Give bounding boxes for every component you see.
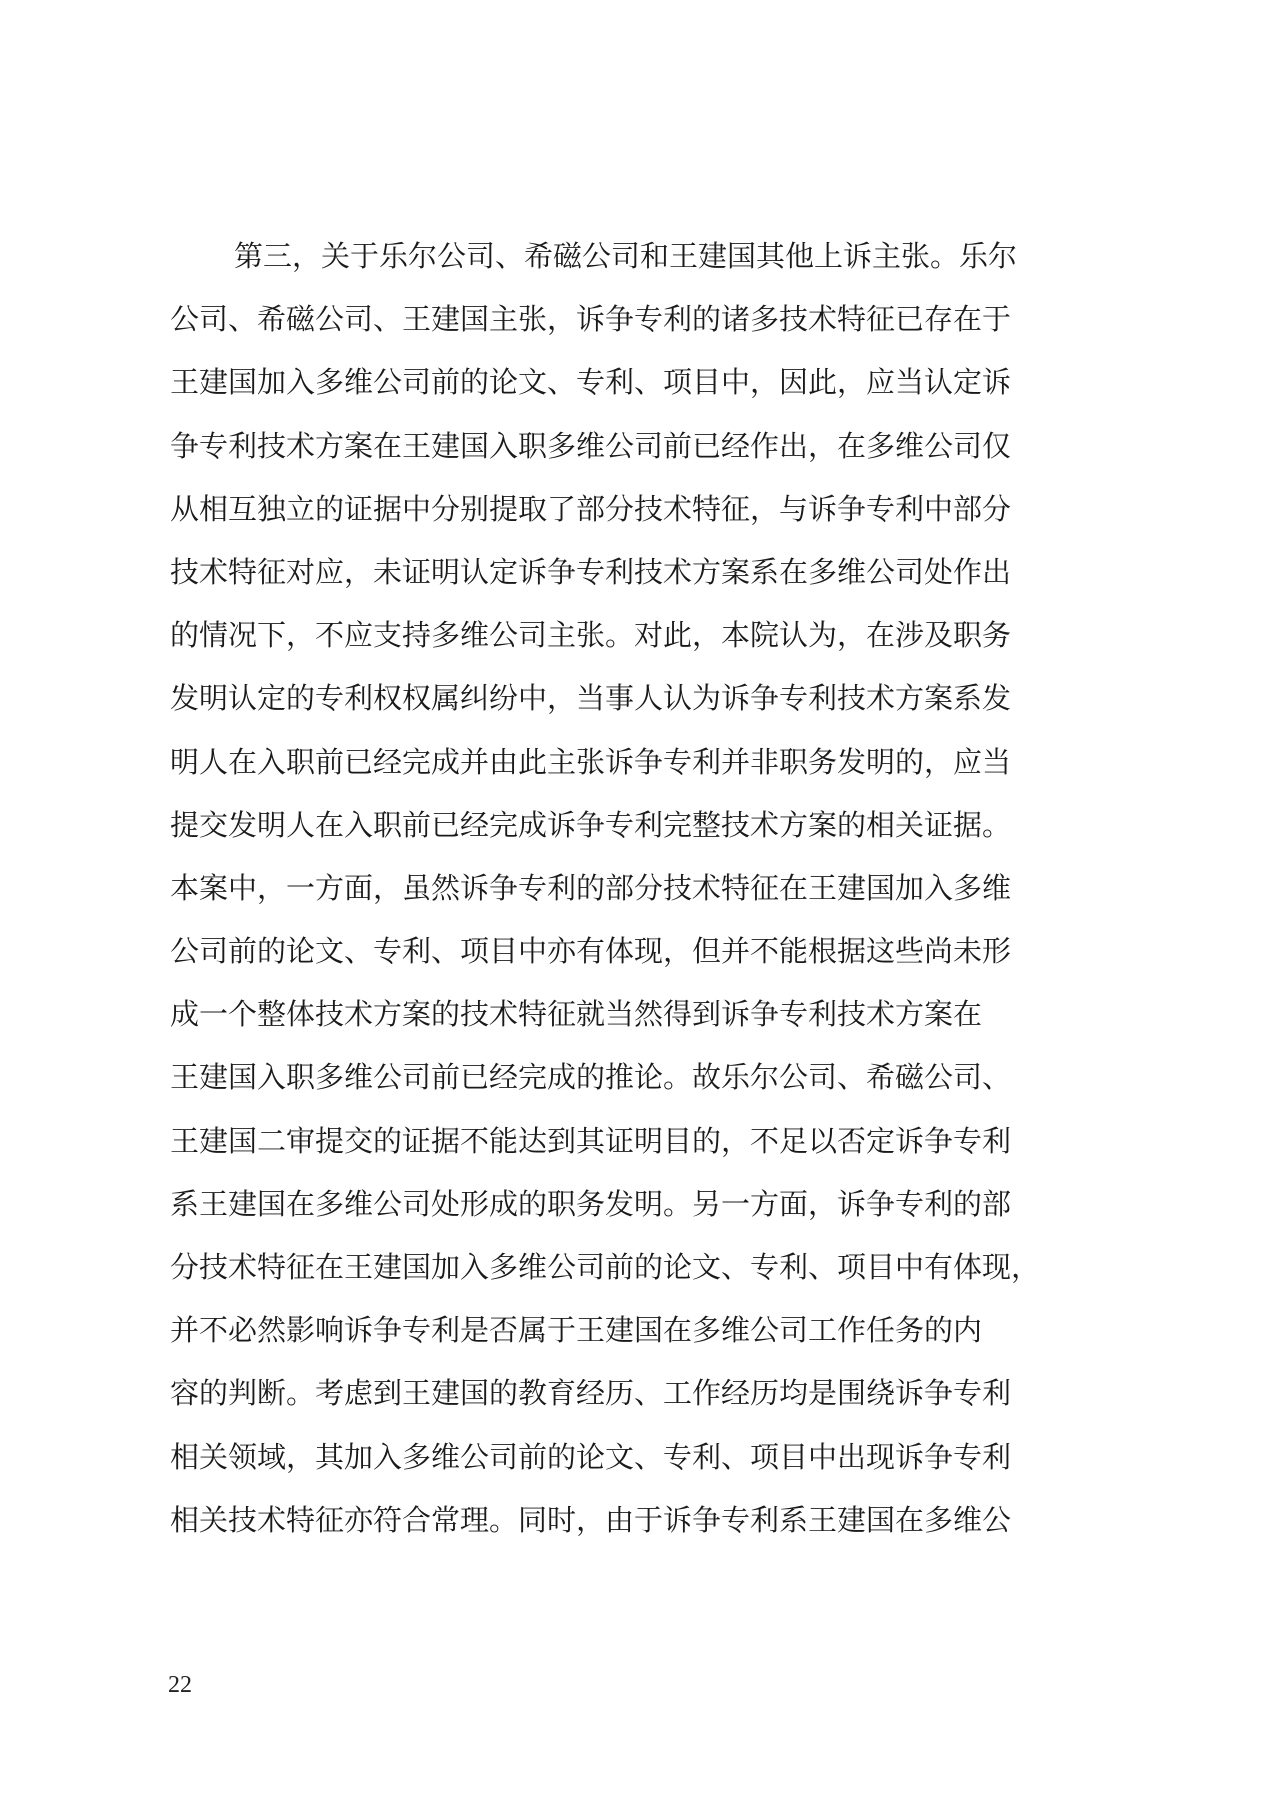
text-line-4: 争专利技术方案在王建国入职多维公司前已经作出，在多维公司仅 (170, 428, 1012, 463)
text-line-3: 王建国加入多维公司前的论文、专利、项目中，因此，应当认定诉 (170, 365, 1012, 400)
text-line-1: 第三，关于乐尔公司、希磁公司和王建国其他上诉主张。乐尔 (234, 239, 1018, 273)
text-line-5: 从相互独立的证据中分别提取了部分技术特征，与诉争专利中部分 (170, 491, 1012, 526)
text-line-17: 分技术特征在王建国加入多维公司前的论文、专利、项目中有体现， (170, 1250, 1041, 1284)
text-line-20: 相关领域，其加入多维公司前的论文、专利、项目中出现诉争专利 (170, 1439, 1012, 1474)
page-number: 22 (168, 1672, 192, 1698)
text-line-10: 提交发明人在入职前已经完成诉争专利完整技术方案的相关证据。 (170, 807, 1012, 842)
text-line-21: 相关技术特征亦符合常理。同时，由于诉争专利系王建国在多维公 (170, 1502, 1012, 1537)
text-line-2: 公司、希磁公司、王建国主张，诉争专利的诸多技术特征已存在于 (170, 302, 1012, 337)
text-line-8: 发明认定的专利权权属纠纷中，当事人认为诉争专利技术方案系发 (170, 681, 1012, 716)
text-line-6: 技术特征对应，未证明认定诉争专利技术方案系在多维公司处作出 (170, 554, 1012, 589)
text-line-11: 本案中，一方面，虽然诉争专利的部分技术特征在王建国加入多维 (170, 870, 1012, 905)
text-line-9: 明人在入职前已经完成并由此主张诉争专利并非职务发明的，应当 (170, 744, 1012, 779)
text-line-15: 王建国二审提交的证据不能达到其证明目的，不足以否定诉争专利 (170, 1123, 1012, 1158)
text-line-13: 成一个整体技术方案的技术特征就当然得到诉争专利技术方案在 (170, 997, 983, 1032)
text-line-7: 的情况下，不应支持多维公司主张。对此，本院认为，在涉及职务 (170, 618, 1012, 653)
text-line-12: 公司前的论文、专利、项目中亦有体现，但并不能根据这些尚未形 (170, 934, 1012, 969)
text-line-14: 王建国入职多维公司前已经完成的推论。故乐尔公司、希磁公司、 (170, 1060, 1012, 1095)
text-line-19: 容的判断。考虑到王建国的教育经历、工作经历均是围绕诉争专利 (170, 1376, 1012, 1411)
text-line-16: 系王建国在多维公司处形成的职务发明。另一方面，诉争专利的部 (170, 1186, 1012, 1221)
text-line-18: 并不必然影响诉争专利是否属于王建国在多维公司工作任务的内 (170, 1313, 983, 1348)
body-paragraph (170, 225, 1120, 1552)
